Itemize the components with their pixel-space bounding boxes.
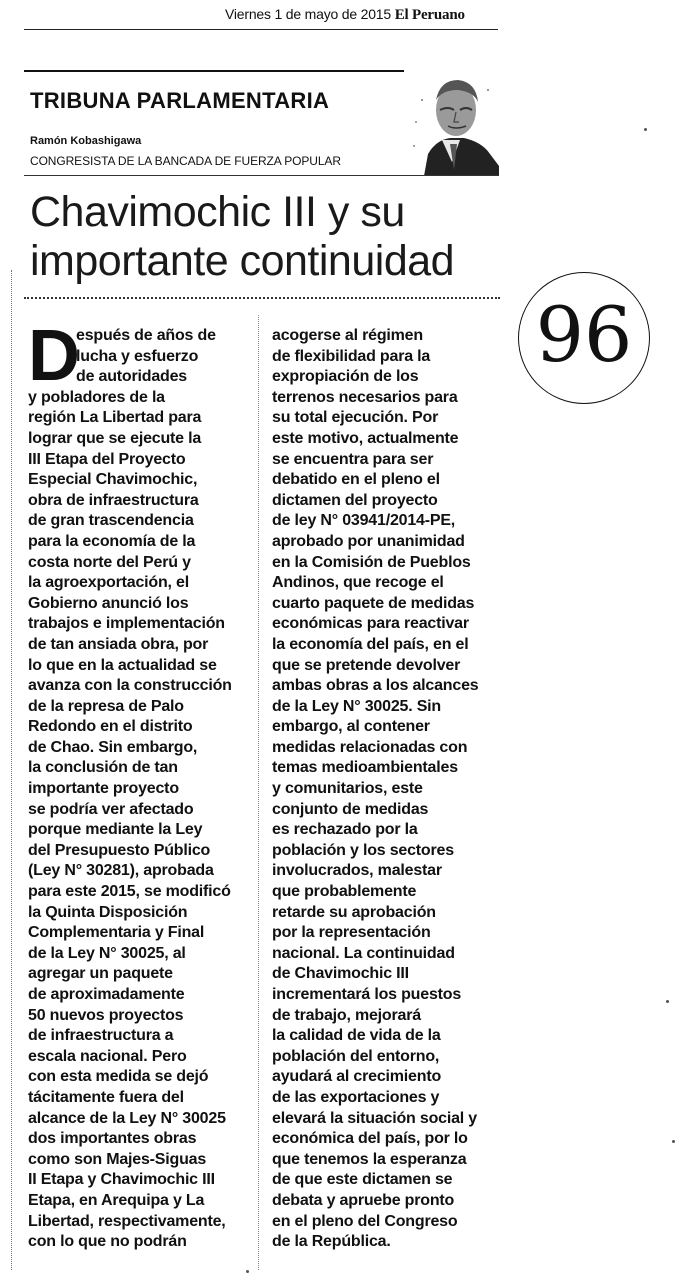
body-line: II Etapa y Chavimochic III	[28, 1171, 215, 1189]
byline-rule	[24, 175, 499, 176]
body-line: conjunto de medidas	[272, 800, 429, 818]
body-line: lograr que se ejecute la	[28, 429, 202, 447]
body-line: por la representación	[272, 924, 431, 942]
body-line: importante proyecto	[28, 780, 179, 798]
body-line: porque mediante la Ley	[28, 821, 203, 839]
body-line: de infraestructura a	[28, 1027, 174, 1045]
body-line: Libertad, respectivamente,	[28, 1212, 226, 1230]
body-line: aprobado por unanimidad	[272, 532, 465, 550]
body-line: espués de años de	[76, 327, 216, 344]
body-line: Redondo en el distrito	[28, 718, 193, 736]
body-line: Etapa, en Arequipa y La	[28, 1191, 205, 1209]
body-line: se encuentra para ser	[272, 450, 434, 468]
newspaper-name: El Peruano	[394, 7, 465, 23]
body-line: incrementará los puestos	[272, 986, 462, 1003]
title-line: Chavimochic III y su	[30, 188, 405, 236]
body-line: retarde su aprobación	[272, 903, 436, 921]
body-line: de gran trascendencia	[28, 512, 194, 530]
body-line: con lo que no podrán	[28, 1233, 187, 1251]
body-line: obra de infraestructura	[28, 491, 199, 509]
body-line: agregar un paquete	[28, 965, 173, 983]
body-line: que probablemente	[272, 883, 417, 901]
scan-speck	[666, 1000, 669, 1003]
body-line: de tan ansiada obra, por	[28, 635, 209, 653]
author-role: CONGRESISTA DE LA BANCADA DE FUERZA POPULAR	[30, 154, 341, 168]
body-line: de las exportaciones y	[272, 1088, 440, 1106]
body-line: III Etapa del Proyecto	[28, 450, 186, 468]
body-line: de trabajo, mejorará	[272, 1006, 421, 1024]
body-line: de que este dictamen se	[272, 1171, 453, 1189]
body-line: de flexibilidad para la	[272, 347, 431, 365]
body-line: económica del país, por lo	[272, 1130, 468, 1148]
date-text: Viernes 1 de mayo de 2015	[225, 6, 391, 22]
body-line: ayudará al crecimiento	[272, 1068, 442, 1086]
body-line: de autoridades	[76, 368, 188, 386]
body-line: Gobierno anunció los	[28, 594, 189, 612]
body-line: trabajos e implementación	[28, 615, 225, 633]
body-line: Complementaria y Final	[28, 924, 205, 942]
body-line: población del entorno,	[272, 1047, 440, 1065]
drop-cap: D	[28, 316, 80, 396]
body-line: de aproximadamente	[28, 986, 185, 1003]
body-line: expropiación de los	[272, 368, 419, 386]
body-line: costa norte del Perú y	[28, 553, 191, 571]
body-line: con esta medida se dejó	[28, 1068, 209, 1086]
title-divider	[24, 297, 500, 299]
body-line: de la República.	[272, 1233, 391, 1251]
body-line: involucrados, malestar	[272, 862, 442, 880]
body-line: dos importantes obras	[28, 1130, 197, 1148]
body-line: lucha y esfuerzo	[76, 347, 199, 365]
body-line: Andinos, que recoge el	[272, 574, 444, 592]
article-title	[30, 188, 510, 286]
dateline	[225, 6, 500, 24]
body-line: es rechazado por la	[272, 821, 418, 839]
body-line: acogerse al régimen	[272, 327, 423, 344]
body-line: del Presupuesto Público	[28, 841, 211, 859]
body-line: cuarto paquete de medidas	[272, 594, 475, 612]
body-line: terrenos necesarios para	[272, 388, 458, 406]
body-line: se podría ver afectado	[28, 800, 194, 818]
author-name: Ramón Kobashigawa	[30, 135, 142, 147]
body-line: en la Comisión de Pueblos	[272, 553, 471, 571]
body-line: y comunitarios, este	[272, 780, 423, 798]
body-line: alcance de la Ley N° 30025	[28, 1109, 226, 1127]
body-line: que se pretende devolver	[272, 656, 461, 674]
body-line: escala nacional. Pero	[28, 1047, 187, 1065]
body-line: la economía del país, en el	[272, 635, 469, 653]
body-line: la Quinta Disposición	[28, 903, 188, 921]
body-line: embargo, al contener	[272, 718, 430, 736]
body-line: de ley N° 03941/2014-PE,	[272, 512, 456, 530]
body-line: económicas para reactivar	[272, 615, 469, 633]
body-line: lo que en la actualidad se	[28, 656, 217, 674]
body-line: dictamen del proyecto	[272, 491, 438, 509]
title-line: importante continuidad	[30, 237, 455, 285]
body-line: de la represa de Palo	[28, 697, 184, 715]
body-line: este motivo, actualmente	[272, 429, 459, 447]
body-line: elevará la situación social y	[272, 1109, 477, 1127]
body-line: región La Libertad para	[28, 409, 202, 427]
body-line: la agroexportación, el	[28, 574, 189, 592]
body-line: la conclusión de tan	[28, 759, 178, 777]
column-divider	[258, 315, 259, 1270]
body-line: temas medioambientales	[272, 759, 458, 777]
body-line: en el pleno del Congreso	[272, 1212, 458, 1230]
body-column-right	[272, 326, 500, 1253]
body-line: de Chavimochic III	[272, 965, 409, 983]
body-line: debatido en el pleno el	[272, 471, 440, 489]
body-line: que tenemos la esperanza	[272, 1150, 467, 1168]
body-column-left	[28, 316, 256, 1253]
author-photo	[404, 70, 499, 176]
body-line: su total ejecución. Por	[272, 409, 439, 427]
body-line: de Chao. Sin embargo,	[28, 738, 198, 756]
stamp-number: 96	[535, 290, 633, 379]
body-line: medidas relacionadas con	[272, 738, 468, 756]
body-line: debata y apruebe pronto	[272, 1191, 455, 1209]
scan-speck	[644, 128, 647, 131]
section-title: TRIBUNA PARLAMENTARIA	[30, 88, 330, 113]
top-rule	[24, 29, 498, 30]
body-line: como son Majes-Siguas	[28, 1150, 207, 1168]
body-line: población y los sectores	[272, 841, 454, 859]
handwritten-number-circle	[518, 272, 650, 404]
body-line: para este 2015, se modificó	[28, 883, 231, 901]
body-line: avanza con la construcción	[28, 677, 232, 695]
body-line: y pobladores de la	[28, 388, 165, 406]
body-line: ambas obras a los alcances	[272, 677, 479, 695]
body-line: 50 nuevos proyectos	[28, 1006, 184, 1024]
body-line: para la economía de la	[28, 532, 196, 550]
scan-speck	[246, 1270, 249, 1273]
body-line: nacional. La continuidad	[272, 944, 455, 962]
body-line: la calidad de vida de la	[272, 1027, 441, 1045]
scan-speck	[672, 1140, 675, 1143]
body-line: tácitamente fuera del	[28, 1088, 184, 1106]
body-line: Especial Chavimochic,	[28, 471, 198, 489]
body-line: de la Ley N° 30025, al	[28, 944, 186, 962]
left-margin-line	[11, 270, 12, 1270]
body-line: de la Ley N° 30025. Sin	[272, 697, 441, 715]
body-line: (Ley N° 30281), aprobada	[28, 862, 214, 880]
